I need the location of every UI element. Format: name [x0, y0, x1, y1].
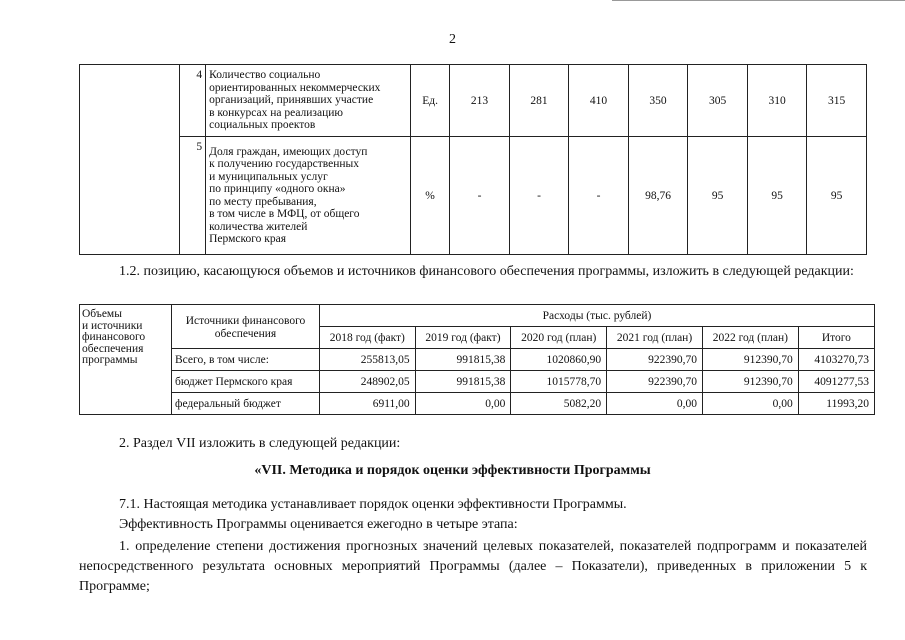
- year-header: 2022 год (план): [702, 327, 798, 349]
- finance-value: 991815,38: [415, 371, 511, 393]
- finance-value: 922390,70: [607, 371, 703, 393]
- indicator-value: 310: [747, 65, 807, 137]
- table-row: [80, 305, 875, 327]
- finance-source-header: [172, 305, 320, 349]
- finance-value: 0,00: [607, 393, 703, 415]
- finance-value: 248902,05: [320, 371, 416, 393]
- paragraph-7-1: 7.1. Настоящая методика устанавливает порядок оценки эффективности Программы.: [119, 497, 627, 512]
- indicator-name-line: Доля граждан, имеющих доступ: [209, 145, 368, 158]
- indicator-value: 281: [509, 65, 569, 137]
- finance-value: 0,00: [415, 393, 511, 415]
- year-header: Итого: [798, 327, 874, 349]
- indicator-value: 213: [450, 65, 510, 137]
- finance-value: 991815,38: [415, 349, 511, 371]
- indicator-value: 98,76: [628, 137, 688, 255]
- indicator-value: -: [509, 137, 569, 255]
- finance-value: 11993,20: [798, 393, 874, 415]
- expenses-header: Расходы (тыс. рублей): [320, 305, 875, 327]
- table-row: [80, 137, 867, 255]
- indicator-number: 4: [179, 65, 205, 137]
- finance-value: 912390,70: [702, 371, 798, 393]
- page-number: 2: [449, 32, 456, 47]
- finance-source: федеральный бюджет: [172, 393, 320, 415]
- indicator-name-line: организаций, принявших участие: [209, 94, 374, 107]
- year-header: 2021 год (план): [607, 327, 703, 349]
- finance-source-header-line: Источники финансового: [185, 315, 306, 327]
- finance-value: 912390,70: [702, 349, 798, 371]
- section-heading: «VII. Методика и порядок оценки эффективности Программы: [254, 463, 651, 478]
- finance-value: 5082,20: [511, 393, 607, 415]
- indicator-name-line: ориентированных некоммерческих: [209, 81, 381, 94]
- finance-value: 4103270,73: [798, 349, 874, 371]
- finance-source: бюджет Пермского края: [172, 371, 320, 393]
- indicator-number: 5: [179, 137, 205, 255]
- finance-row-label-line: программы: [82, 354, 138, 366]
- finance-value: 0,00: [702, 393, 798, 415]
- indicator-value: 95: [688, 137, 748, 255]
- finance-source: Всего, в том числе:: [172, 349, 320, 371]
- finance-row-label-line: финансового: [82, 331, 146, 343]
- indicators-table: [79, 64, 867, 255]
- top-rule: [612, 0, 905, 1]
- indicator-value: 410: [569, 65, 629, 137]
- indicator-name-line: Пермского края: [209, 233, 286, 245]
- indicator-unit: %: [410, 137, 449, 255]
- finance-row-label-line: обеспечения: [82, 342, 144, 355]
- indicator-value: 315: [807, 65, 867, 137]
- year-header: 2020 год (план): [511, 327, 607, 349]
- indicator-name-line: в конкурсах на реализацию: [209, 106, 343, 119]
- indicator-value: 305: [688, 65, 748, 137]
- indicator-name: [206, 65, 411, 137]
- finance-value: 255813,05: [320, 349, 416, 371]
- indicator-name-line: Количество социально: [209, 69, 321, 82]
- indicator-name-line: по принципу «одного окна»: [209, 183, 346, 195]
- paragraph-1-2: 1.2. позицию, касающуюся объемов и источников финансового обеспечения программы, изложить в следующей редакции:: [119, 264, 854, 279]
- table-row: [80, 393, 875, 415]
- year-header: 2018 год (факт): [320, 327, 416, 349]
- table-row: [80, 65, 867, 137]
- paragraph-item-1: 1. определение степени достижения прогнозных значений целевых показателей, показателей подпрограмм и показателей непосредственного результата основных мероприятий Программы (далее – Показатели), приведенных в приложении 5 к Программе;: [79, 539, 867, 594]
- table-row: [80, 349, 875, 371]
- finance-value: 922390,70: [607, 349, 703, 371]
- indicator-name-line: количества жителей: [209, 220, 308, 233]
- finance-source-header-line: обеспечения: [214, 328, 277, 340]
- indicator-value: 95: [747, 137, 807, 255]
- indicator-name-line: и муниципальных услуг: [209, 170, 328, 183]
- finance-row-label-line: Объемы: [82, 308, 122, 320]
- indicator-unit: Ед.: [410, 65, 449, 137]
- indicator-value: -: [450, 137, 510, 255]
- indicator-name: [206, 137, 411, 255]
- finance-row-label: [80, 305, 172, 415]
- finance-value: 1020860,90: [511, 349, 607, 371]
- table-cell-empty: [80, 65, 180, 255]
- paragraph-effectiveness: Эффективность Программы оценивается ежегодно в четыре этапа:: [119, 517, 518, 532]
- year-header: 2019 год (факт): [415, 327, 511, 349]
- indicator-value: 95: [807, 137, 867, 255]
- indicator-name-line: к получению государственных: [209, 158, 359, 170]
- finance-row-label-line: и источники: [82, 319, 143, 332]
- table-row: [80, 371, 875, 393]
- finance-value: 1015778,70: [511, 371, 607, 393]
- finance-value: 4091277,53: [798, 371, 874, 393]
- indicator-name-line: социальных проектов: [209, 119, 316, 132]
- indicator-name-line: в том числе в МФЦ, от общего: [209, 208, 360, 220]
- finance-table: [79, 304, 875, 415]
- indicator-value: -: [569, 137, 629, 255]
- indicator-name-line: по месту пребывания,: [209, 195, 317, 208]
- indicator-value: 350: [628, 65, 688, 137]
- finance-value: 6911,00: [320, 393, 416, 415]
- paragraph-2: 2. Раздел VII изложить в следующей редакции:: [119, 436, 401, 451]
